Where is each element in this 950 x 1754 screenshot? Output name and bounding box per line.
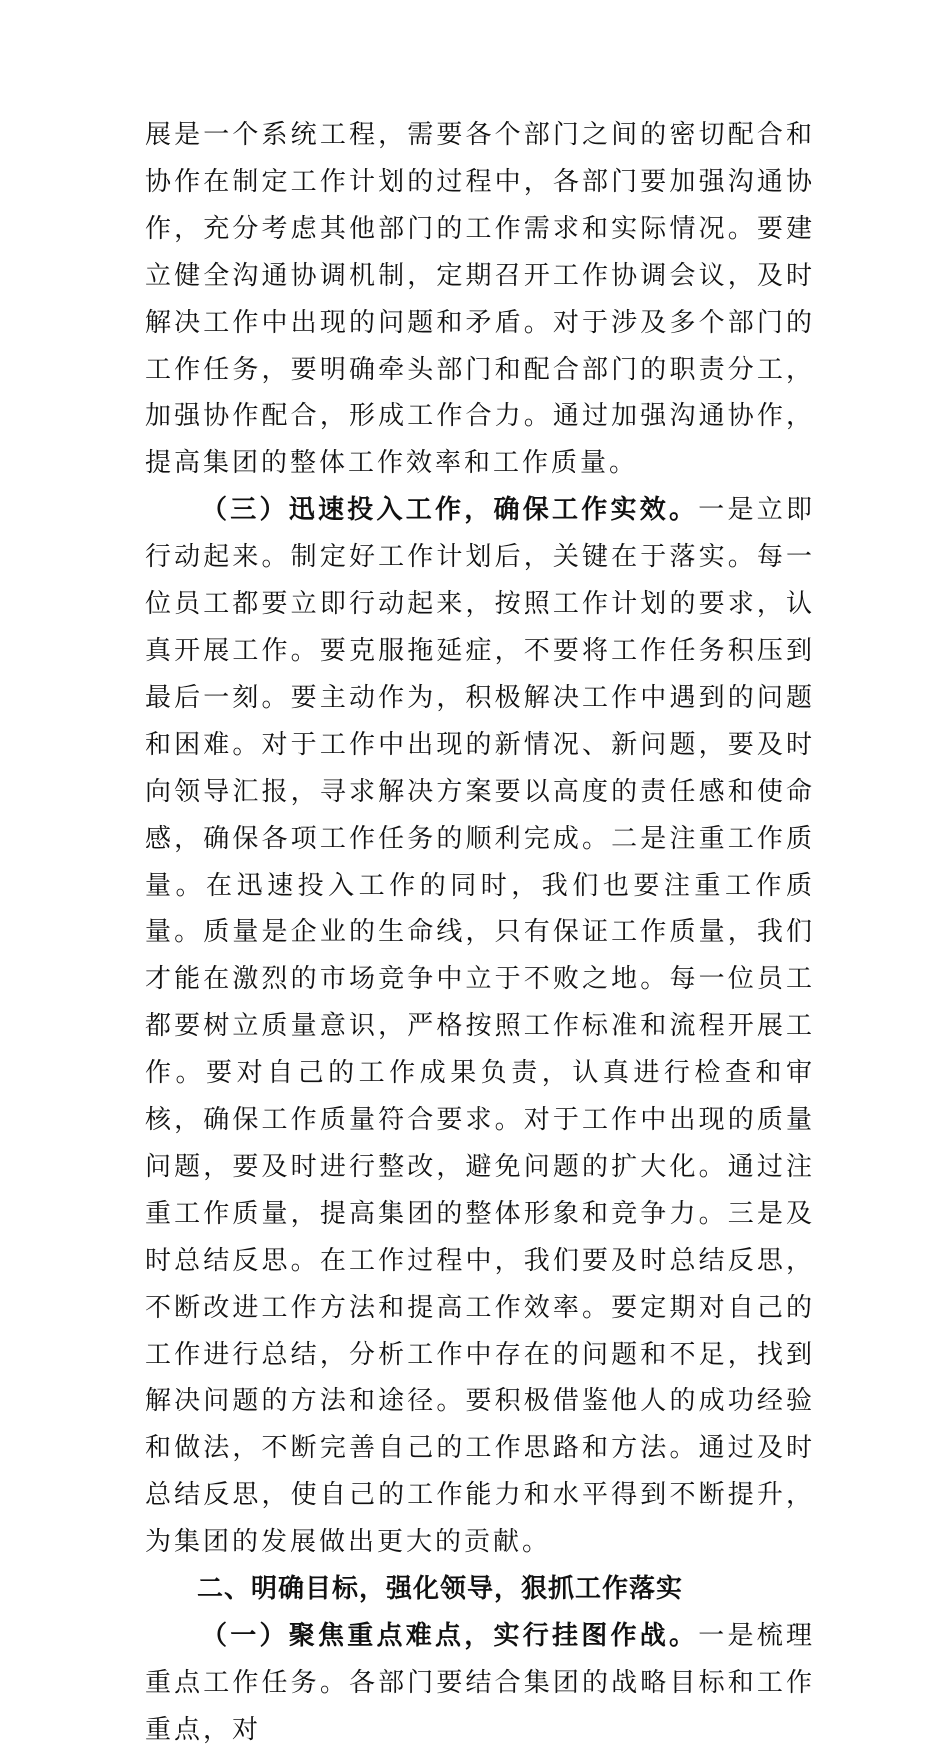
paragraph-section-three xyxy=(145,487,815,1566)
paragraph-section-three-lead: （三）迅速投入工作，确保工作实效。 xyxy=(201,495,699,526)
paragraph-continued: 展是一个系统工程，需要各个部门之间的密切配合和协作在制定工作计划的过程中，各部门要加强沟通协作，充分考虑其他部门的工作需求和实际情况。要建立健全沟通协调机制，定期召开工作协调会议，及时解决工作中出现的问题和矛盾。对于涉及多个部门的工作任务，要明确牵头部门和配合部门的职责分工，加强协作配合，形成工作合力。通过加强沟通协作，提高集团的整体工作效率和工作质量。 xyxy=(145,120,815,479)
document-body xyxy=(145,112,815,1754)
section-two-heading: 二、明确目标，强化领导，狠抓工作落实 xyxy=(197,1574,684,1605)
paragraph-section-three-body: 一是立即行动起来。制定好工作计划后，关键在于落实。每一位员工都要立即行动起来，按照工作计划的要求，认真开展工作。要克服拖延症，不要将工作任务积压到最后一刻。要主动作为，积极解决工作中遇到的问题和困难。对于工作中出现的新情况、新问题，要及时向领导汇报，寻求解决方案要以高度的责任感和使命感，确保各项工作任务的顺利完成。二是注重工作质量。在迅速投入工作的同时，我们也要注重工作质量。质量是企业的生命线，只有保证工作质量，我们才能在激烈的市场竞争中立于不败之地。每一位员工都要树立质量意识，严格按照工作标准和流程开展工作。要对自己的工作成果负责，认真进行检查和审核，确保工作质量符合要求。对于工作中出现的质量问题，要及时进行整改，避免问题的扩大化。通过注重工作质量，提高集团的整体形象和竞争力。三是及时总结反思。在工作过程中，我们要及时总结反思，不断改进工作方法和提高工作效率。要定期对自己的工作进行总结，分析工作中存在的问题和不足，找到解决问题的方法和途径。要积极借鉴他人的成功经验和做法，不断完善自己的工作思路和方法。通过及时总结反思，使自己的工作能力和水平得到不断提升，为集团的发展做出更大的贡献。 xyxy=(145,495,815,1558)
paragraph-section-one-lead: （一）聚焦重点难点，实行挂图作战。 xyxy=(201,1621,699,1651)
paragraph-section-one-body: 一是梳理重点工作任务。各部门要结合集团的战略目标和工作重点，对 xyxy=(145,1621,815,1745)
paragraph-section-one xyxy=(145,1613,815,1754)
